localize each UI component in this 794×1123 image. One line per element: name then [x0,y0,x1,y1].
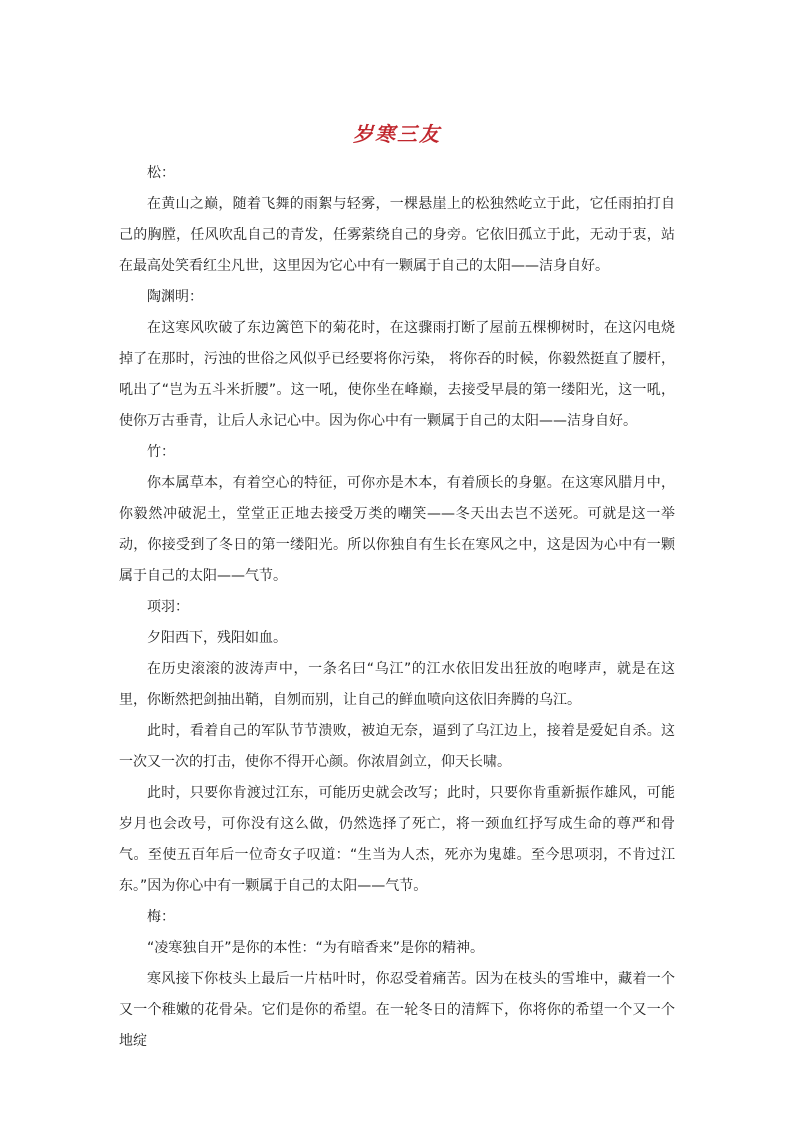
paragraph: 此时，只要你肯渡过江东，可能历史就会改写；此时，只要你肯重新振作雄风，可能岁月也会改号，可你没有这么做，仍然选择了死亡，将一颈血红抒写成生命的尊严和骨气。至使五百年后一位奇女子叹道：“生当为人杰，死亦为鬼雄。至今思项羽，不肯过江东。”因为你心中有一颗属于自己的太阳——气节。 [119,785,675,894]
paragraph: 夕阳西下，残阳如血。 [147,630,287,646]
paragraph-heading-xiang-yu: 项羽： [147,599,189,615]
paragraph: 你本属草本，有着空心的特征，可你亦是木本，有着颀长的身躯。在这寒风腊月中，你毅然冲破泥土，堂堂正正地去接受万类的嘲笑——冬天出去岂不送死。可就是这一举动，你接受到了冬日的第一缕阳光。所以你独自有生长在寒风之中，这是因为心中有一颗属于自己的太阳——气节。 [119,475,675,584]
paragraph: 寒风接下你枝头上最后一片枯叶时，你忍受着痛苦。因为在枝头的雪堆中，藏着一个又一个稚嫩的花骨朵。它们是你的希望。在一轮冬日的清辉下，你将你的希望一个又一个地绽 [119,971,675,1049]
paragraph: 在这寒风吹破了东边篱笆下的菊花时，在这骤雨打断了屋前五棵柳树时，在这闪电烧掉了在那时，污浊的世俗之风似乎已经要将你污染， 将你吞的时候，你毅然挺直了腰杆，吼出了“岂为五斗米折腰”。这一吼，使你坐在峰巅，去接受早晨的第一缕阳光，这一吼，使你万古垂青，让后人永记心中。因为你心中有一颗属于自己的太阳——洁身自好。 [119,320,675,429]
paragraph-heading-bamboo: 竹： [147,444,175,460]
document-body [119,158,675,1057]
paragraph: 此时，看着自己的军队节节溃败，被迫无奈，逼到了乌江边上，接着是爱妃自杀。这一次又一次的打击，使你不得开心颜。你浓眉剑立，仰天长啸。 [119,723,675,770]
paragraph-heading-tao-yuanming: 陶渊明： [147,289,203,305]
paragraph: 在历史滚滚的波涛声中，一条名曰“乌江”的江水依旧发出狂放的咆哮声，就是在这里，你断然把剑抽出鞘，自刎而别，让自己的鲜血喷向这依旧奔腾的乌江。 [119,661,675,708]
paragraph: “凌寒独自开”是你的本性：“为有暗香来”是你的精神。 [147,940,485,956]
paragraph-heading-pine: 松： [147,165,175,181]
paragraph: 在黄山之巅，随着飞舞的雨絮与轻雾，一棵悬崖上的松独然屹立于此，它任雨拍打自己的胸膛，任风吹乱自己的青发，任雾萦绕自己的身旁。它依旧孤立于此，无动于衷，站在最高处笑看红尘凡世，这里因为它心中有一颗属于自己的太阳——洁身自好。 [119,196,675,274]
paragraph-heading-plum: 梅： [147,909,175,925]
document-title: 岁寒三友 [353,122,441,146]
